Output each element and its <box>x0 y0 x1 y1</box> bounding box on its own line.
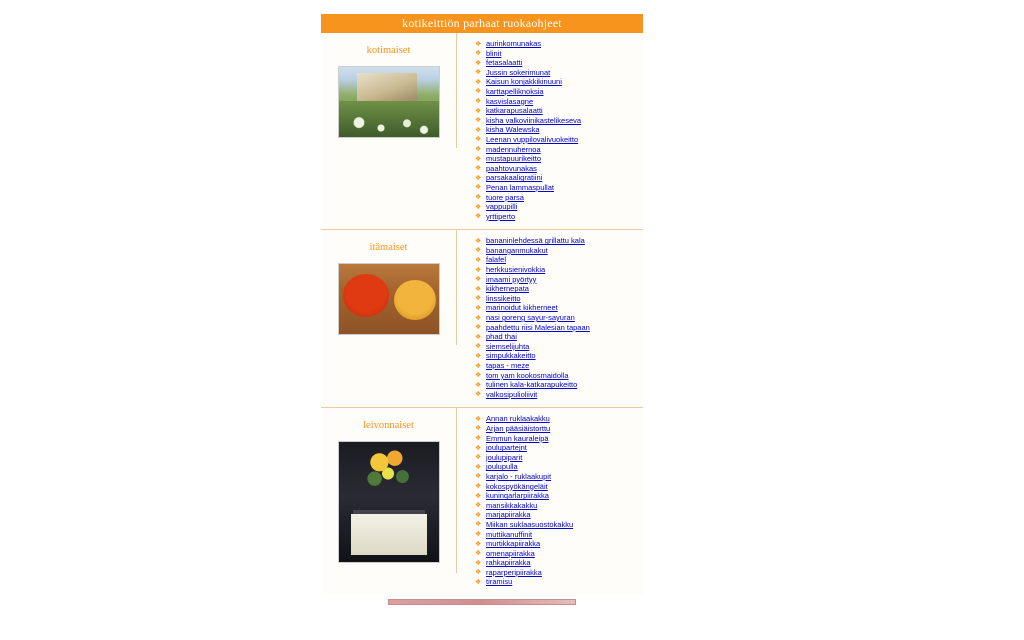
recipe-link[interactable]: katkarapusalaatti <box>486 106 543 116</box>
leaf-bullet-icon: ❖ <box>475 50 482 58</box>
list-item[interactable] <box>475 568 637 578</box>
recipe-link[interactable]: kisha Walewska <box>486 125 540 135</box>
list-item[interactable] <box>475 77 637 87</box>
recipe-link[interactable]: mustapuurikeitto <box>486 154 542 164</box>
recipe-link[interactable]: karjalo - ruklaakupit <box>486 471 552 481</box>
list-item[interactable] <box>475 390 637 400</box>
list-item[interactable] <box>475 520 637 530</box>
recipe-link[interactable]: raparperipiirakka <box>486 567 542 577</box>
list-item[interactable] <box>475 294 637 304</box>
list-item[interactable] <box>475 482 637 492</box>
list-item[interactable] <box>475 106 637 116</box>
leaf-bullet-icon: ❖ <box>475 540 482 548</box>
footer-strip <box>321 595 643 609</box>
list-item[interactable] <box>475 87 637 97</box>
list-item[interactable] <box>475 58 637 68</box>
recipe-link[interactable]: kuninqarlarpiirakka <box>486 491 549 501</box>
leaf-bullet-icon: ❖ <box>475 463 482 471</box>
leaf-bullet-icon: ❖ <box>475 247 482 255</box>
footer-decoration <box>388 599 576 605</box>
recipe-link[interactable]: joulupulla <box>486 462 518 472</box>
leaf-bullet-icon: ❖ <box>475 276 482 284</box>
leaf-bullet-icon: ❖ <box>475 415 482 423</box>
leaf-bullet-icon: ❖ <box>475 107 482 115</box>
leaf-bullet-icon: ❖ <box>475 155 482 163</box>
recipe-link[interactable]: siemselijuhta <box>486 341 530 351</box>
spice-market-photo <box>338 263 440 335</box>
recipe-link[interactable]: marjapiirakka <box>486 510 531 520</box>
recipe-link[interactable]: imaami pyörtyy <box>486 274 537 284</box>
leaf-bullet-icon: ❖ <box>475 98 482 106</box>
leaf-bullet-icon: ❖ <box>475 454 482 462</box>
recipe-link[interactable]: blinit <box>486 48 502 58</box>
list-item[interactable] <box>475 173 637 183</box>
recipe-link[interactable]: simpukkakeitto <box>486 351 536 361</box>
list-item[interactable] <box>475 351 637 361</box>
leaf-bullet-icon: ❖ <box>475 126 482 134</box>
list-item[interactable] <box>475 116 637 126</box>
recipe-link[interactable]: kikhernepata <box>486 284 529 294</box>
category-cell <box>321 408 457 573</box>
recipe-link[interactable]: joulupiparit <box>486 452 523 462</box>
recipe-link[interactable]: Penan lammaspullat <box>486 182 554 192</box>
leaf-bullet-icon: ❖ <box>475 136 482 144</box>
category-cell <box>321 33 457 148</box>
list-item[interactable] <box>475 202 637 212</box>
leaf-bullet-icon: ❖ <box>475 352 482 360</box>
leaf-bullet-icon: ❖ <box>475 40 482 48</box>
list-item[interactable] <box>475 501 637 511</box>
list-item[interactable] <box>475 164 637 174</box>
leaf-bullet-icon: ❖ <box>475 502 482 510</box>
recipe-link[interactable]: karttapelliknoksia <box>486 86 544 96</box>
recipe-link[interactable]: kisha valkoviinikastelikeseva <box>486 115 582 125</box>
recipe-link[interactable]: Jussin sokerimunat <box>486 67 551 77</box>
leaf-bullet-icon: ❖ <box>475 435 482 443</box>
leaf-bullet-icon: ❖ <box>475 237 482 245</box>
recipe-link[interactable]: madennuhernoa <box>486 144 541 154</box>
list-item[interactable] <box>475 183 637 193</box>
leaf-bullet-icon: ❖ <box>475 165 482 173</box>
recipe-link[interactable]: fetasalaatti <box>486 58 523 68</box>
list-item[interactable] <box>475 125 637 135</box>
leaf-bullet-icon: ❖ <box>475 381 482 389</box>
recipe-list-cell <box>457 408 643 595</box>
leaf-bullet-icon: ❖ <box>475 550 482 558</box>
list-item[interactable] <box>475 49 637 59</box>
recipe-link[interactable]: Leenan vuppilovalivuokeitto <box>486 134 579 144</box>
leaf-bullet-icon: ❖ <box>475 569 482 577</box>
recipe-list-leivonnaiset <box>475 414 637 587</box>
leaf-bullet-icon: ❖ <box>475 473 482 481</box>
leaf-bullet-icon: ❖ <box>475 213 482 221</box>
leaf-bullet-icon: ❖ <box>475 511 482 519</box>
list-item[interactable] <box>475 414 637 424</box>
leaf-bullet-icon: ❖ <box>475 444 482 452</box>
recipe-link[interactable]: herkkusienivokkia <box>486 265 546 275</box>
leaf-bullet-icon: ❖ <box>475 184 482 192</box>
leaf-bullet-icon: ❖ <box>475 492 482 500</box>
recipe-list-cell <box>457 230 643 407</box>
leaf-bullet-icon: ❖ <box>475 362 482 370</box>
list-item[interactable] <box>475 284 637 294</box>
leaf-bullet-icon: ❖ <box>475 256 482 264</box>
recipe-link[interactable]: kokospyökängeläit <box>486 481 548 491</box>
garden-house-photo <box>338 66 440 138</box>
list-item[interactable] <box>475 68 637 78</box>
list-item[interactable] <box>475 332 637 342</box>
leaf-bullet-icon: ❖ <box>475 194 482 201</box>
recipe-link[interactable]: mansikkakakku <box>486 500 538 510</box>
leaf-bullet-icon: ❖ <box>475 391 482 399</box>
list-item[interactable] <box>475 424 637 434</box>
leaf-bullet-icon: ❖ <box>475 521 482 529</box>
site-title-banner <box>321 14 643 33</box>
recipe-link[interactable]: yrttiperto <box>486 211 516 221</box>
category-cell <box>321 230 457 345</box>
recipe-link[interactable]: tom yam kookosmaidolla <box>486 370 569 380</box>
section-kotimaiset <box>321 33 643 230</box>
list-item[interactable] <box>475 135 637 145</box>
recipe-link[interactable]: rahkapiirakka <box>486 558 531 568</box>
recipe-list-itamaiset <box>475 236 637 399</box>
list-item[interactable] <box>475 97 637 107</box>
leaf-bullet-icon: ❖ <box>475 285 482 293</box>
list-item[interactable] <box>475 510 637 520</box>
list-item[interactable] <box>475 236 637 246</box>
list-item[interactable] <box>475 323 637 333</box>
leaf-bullet-icon: ❖ <box>475 333 482 341</box>
section-itamaiset <box>321 230 643 408</box>
leaf-bullet-icon: ❖ <box>475 578 482 586</box>
list-item[interactable] <box>475 193 637 203</box>
recipe-link[interactable]: tapas - meze <box>486 361 530 370</box>
leaf-bullet-icon: ❖ <box>475 314 482 322</box>
list-item[interactable] <box>475 246 637 256</box>
list-item[interactable] <box>475 255 637 265</box>
recipe-link[interactable]: nasi goreng sayur-sayuran <box>486 313 575 323</box>
recipe-link[interactable]: paahtovunakas <box>486 163 537 173</box>
list-item[interactable] <box>475 434 637 444</box>
leaf-bullet-icon: ❖ <box>475 531 482 538</box>
recipe-link[interactable]: bananinlehdessä grillattu kala <box>486 236 585 246</box>
recipe-link[interactable]: aurinkomunakas <box>486 39 542 48</box>
list-item[interactable] <box>475 539 637 549</box>
leaf-bullet-icon: ❖ <box>475 304 482 312</box>
recipe-link[interactable]: omenapiirakka <box>486 548 535 558</box>
list-item[interactable] <box>475 380 637 390</box>
page-title: kotikeittiön parhaat ruokaohjeet <box>402 16 562 30</box>
recipe-link[interactable]: tiramisu <box>486 577 513 587</box>
recipe-link[interactable]: Emmun kauraleipä <box>486 433 549 443</box>
recipe-list-cell <box>457 33 643 229</box>
list-item[interactable] <box>475 361 637 371</box>
list-item[interactable] <box>475 212 637 222</box>
list-item[interactable] <box>475 549 637 559</box>
recipe-link[interactable]: marinoidut kikherneet <box>486 303 558 313</box>
leaf-bullet-icon: ❖ <box>475 203 482 211</box>
list-item[interactable] <box>475 443 637 453</box>
recipe-link[interactable]: tulinen kala-katkarapukeitto <box>486 380 578 390</box>
list-item[interactable] <box>475 303 637 313</box>
list-item[interactable] <box>475 558 637 568</box>
recipe-link[interactable]: joulupartejnt <box>486 443 527 453</box>
list-item[interactable] <box>475 275 637 285</box>
leaf-bullet-icon: ❖ <box>475 59 482 67</box>
list-item[interactable] <box>475 342 637 352</box>
recipe-list-kotimaiset <box>475 39 637 221</box>
recipe-link[interactable]: parsakaaligratiini <box>486 173 543 183</box>
recipe-link[interactable]: Arjan pääsiäistorttu <box>486 423 551 433</box>
recipe-link[interactable]: paahdettu riisi Malesian tapaan <box>486 322 590 332</box>
recipe-site <box>321 14 643 609</box>
leaf-bullet-icon: ❖ <box>475 174 482 182</box>
list-item[interactable] <box>475 462 637 472</box>
leaf-bullet-icon: ❖ <box>475 324 482 332</box>
list-item[interactable] <box>475 39 637 49</box>
list-item[interactable] <box>475 453 637 463</box>
leaf-bullet-icon: ❖ <box>475 69 482 77</box>
recipe-link[interactable]: tuore parsa <box>486 192 524 202</box>
recipe-link[interactable]: valkosipulioliivit <box>486 389 538 399</box>
list-item[interactable] <box>475 265 637 275</box>
list-item[interactable] <box>475 145 637 155</box>
recipe-link[interactable]: muttikanuffinit <box>486 529 533 539</box>
leaf-bullet-icon: ❖ <box>475 295 482 303</box>
list-item[interactable] <box>475 154 637 164</box>
leaf-bullet-icon: ❖ <box>475 483 482 491</box>
recipe-link[interactable]: Miikan suklaasuostokakku <box>486 519 574 529</box>
recipe-link[interactable]: vappupilli <box>486 202 518 212</box>
recipe-link[interactable]: bananganmukakut <box>486 245 548 255</box>
leaf-bullet-icon: ❖ <box>475 425 482 433</box>
list-item[interactable] <box>475 313 637 323</box>
list-item[interactable] <box>475 530 637 540</box>
leaf-bullet-icon: ❖ <box>475 372 482 380</box>
list-item[interactable] <box>475 371 637 381</box>
category-title: leivonnaiset <box>363 420 414 432</box>
recipe-link[interactable]: phad thai <box>486 332 517 342</box>
leaf-bullet-icon: ❖ <box>475 559 482 567</box>
recipe-link[interactable]: murtikkapiirakka <box>486 539 541 549</box>
leaf-bullet-icon: ❖ <box>475 117 482 125</box>
flowers-table-photo <box>338 441 440 563</box>
leaf-bullet-icon: ❖ <box>475 78 482 86</box>
category-title: itämaiset <box>369 242 408 254</box>
recipe-link[interactable]: Kaisun konjakkikinuuni <box>486 77 562 87</box>
list-item[interactable] <box>475 472 637 482</box>
category-title: kotimaiset <box>366 45 411 56</box>
recipe-link[interactable]: kasvislasagne <box>486 96 534 106</box>
list-item[interactable] <box>475 577 637 587</box>
leaf-bullet-icon: ❖ <box>475 146 482 154</box>
leaf-bullet-icon: ❖ <box>475 343 482 351</box>
recipe-link[interactable]: linssikeitto <box>486 293 521 303</box>
recipe-link[interactable]: falafel <box>486 255 507 265</box>
section-leivonnaiset <box>321 408 643 595</box>
leaf-bullet-icon: ❖ <box>475 266 482 274</box>
list-item[interactable] <box>475 491 637 501</box>
leaf-bullet-icon: ❖ <box>475 88 482 96</box>
recipe-link[interactable]: Annan ruklaakakku <box>486 414 550 424</box>
